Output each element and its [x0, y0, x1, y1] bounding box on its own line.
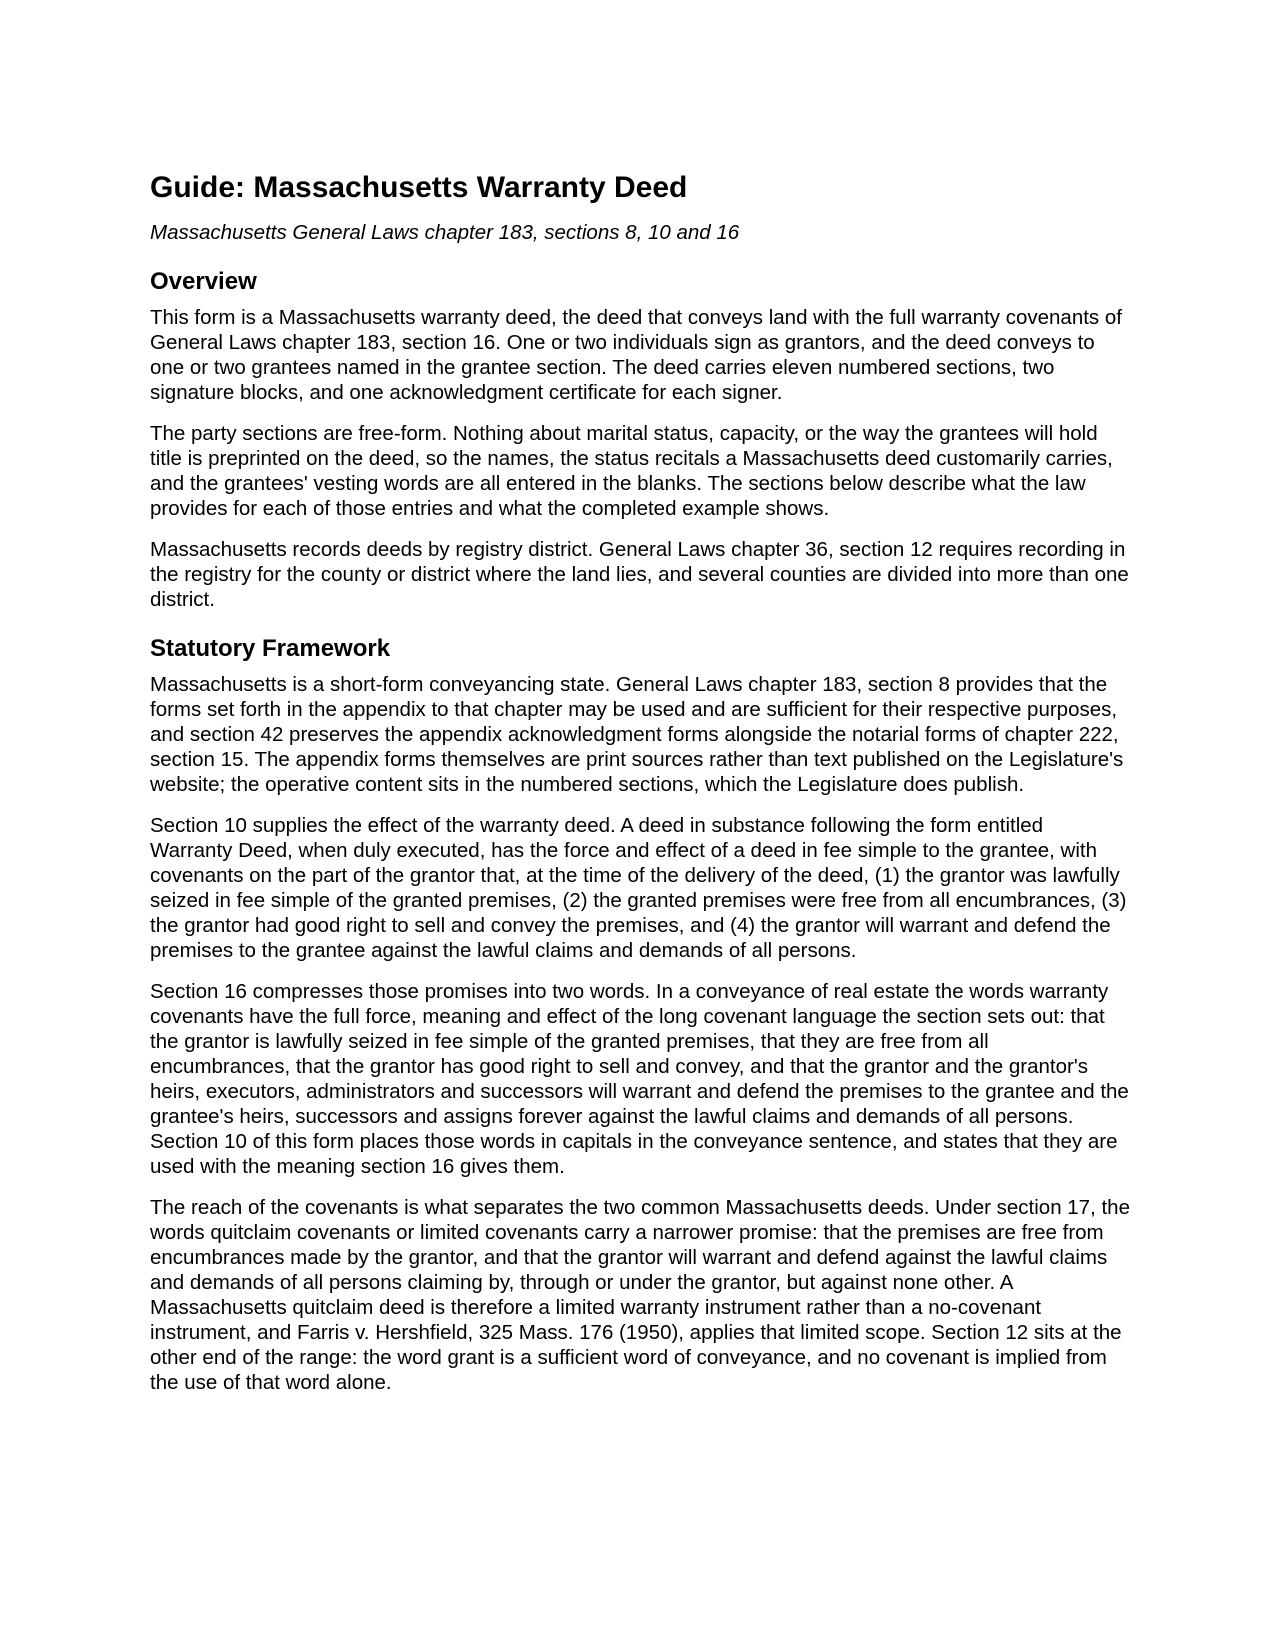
paragraph: Section 16 compresses those promises into two words. In a conveyance of real estate the words warranty covenants have the full force, meaning and effect of the long covenant language the section sets out: that the grantor is lawfully seized in fee simple of the granted premises, that they are free from all encumbrances, that the grantor has good right to sell and convey, and that the grantor and the grantor's heirs, executors, administrators and successors will warrant and defend the premises to the grantee and the grantee's heirs, successors and assigns forever against the lawful claims and demands of all persons. Section 10 of this form places those words in capitals in the conveyance sentence, and states that they are used with the meaning section 16 gives them.: [150, 980, 1129, 1178]
section-heading-statutory-framework: Statutory Framework: [150, 635, 391, 662]
paragraph: Massachusetts is a short-form conveyancing state. General Laws chapter 183, section 8 provides that the forms set forth in the appendix to that chapter may be used and are sufficient for their respective purposes, and section 42 preserves the appendix acknowledgment forms alongside the notarial forms of chapter 222, section 15. The appendix forms themselves are print sources rather than text published on the Legislature's website; the operative content sits in the numbered sections, which the Legislature does publish.: [150, 673, 1124, 796]
paragraph: Section 10 supplies the effect of the warranty deed. A deed in substance following the form entitled Warranty Deed, when duly executed, has the force and effect of a deed in fee simple to the grantee, with covenants on the part of the grantor that, at the time of the delivery of the deed, (1) the grantor was lawfully seized in fee simple of the granted premises, (2) the granted premises were free from all encumbrances, (3) the grantor had good right to sell and convey the premises, and (4) the grantor will warrant and defend the premises to the grantee against the lawful claims and demands of all persons.: [150, 814, 1127, 962]
section-heading-overview: Overview: [150, 268, 257, 295]
section-body-statutory-framework: [150, 672, 1130, 1395]
paragraph: Massachusetts records deeds by registry district. General Laws chapter 36, section 12 requires recording in the registry for the county or district where the land lies, and several counties are divided into more than one district.: [150, 538, 1129, 611]
section-body-overview: [150, 305, 1130, 612]
document-title: Guide: Massachusetts Warranty Deed: [150, 171, 688, 204]
document-subtitle: Massachusetts General Laws chapter 183, sections 8, 10 and 16: [150, 221, 740, 244]
document-page: [150, 170, 1130, 1395]
paragraph: The reach of the covenants is what separates the two common Massachusetts deeds. Under section 17, the words quitclaim covenants or limited covenants carry a narrower promise: that the premises are free from encumbrances made by the grantor, and that the grantor will warrant and defend against the lawful claims and demands of all persons claiming by, through or under the grantor, but against none other. A Massachusetts quitclaim deed is therefore a limited warranty instrument rather than a no-covenant instrument, and Farris v. Hershfield, 325 Mass. 176 (1950), applies that limited scope. Section 12 sits at the other end of the range: the word grant is a sufficient word of conveyance, and no covenant is implied from the use of that word alone.: [150, 1196, 1130, 1394]
paragraph: The party sections are free-form. Nothing about marital status, capacity, or the way the grantees will hold title is preprinted on the deed, so the names, the status recitals a Massachusetts deed customarily carries, and the grantees' vesting words are all entered in the blanks. The sections below describe what the law provides for each of those entries and what the completed example shows.: [150, 422, 1113, 520]
paragraph: This form is a Massachusetts warranty deed, the deed that conveys land with the full warranty covenants of General Laws chapter 183, section 16. One or two individuals sign as grantors, and the deed conveys to one or two grantees named in the grantee section. The deed carries eleven numbered sections, two signature blocks, and one acknowledgment certificate for each signer.: [150, 306, 1122, 404]
